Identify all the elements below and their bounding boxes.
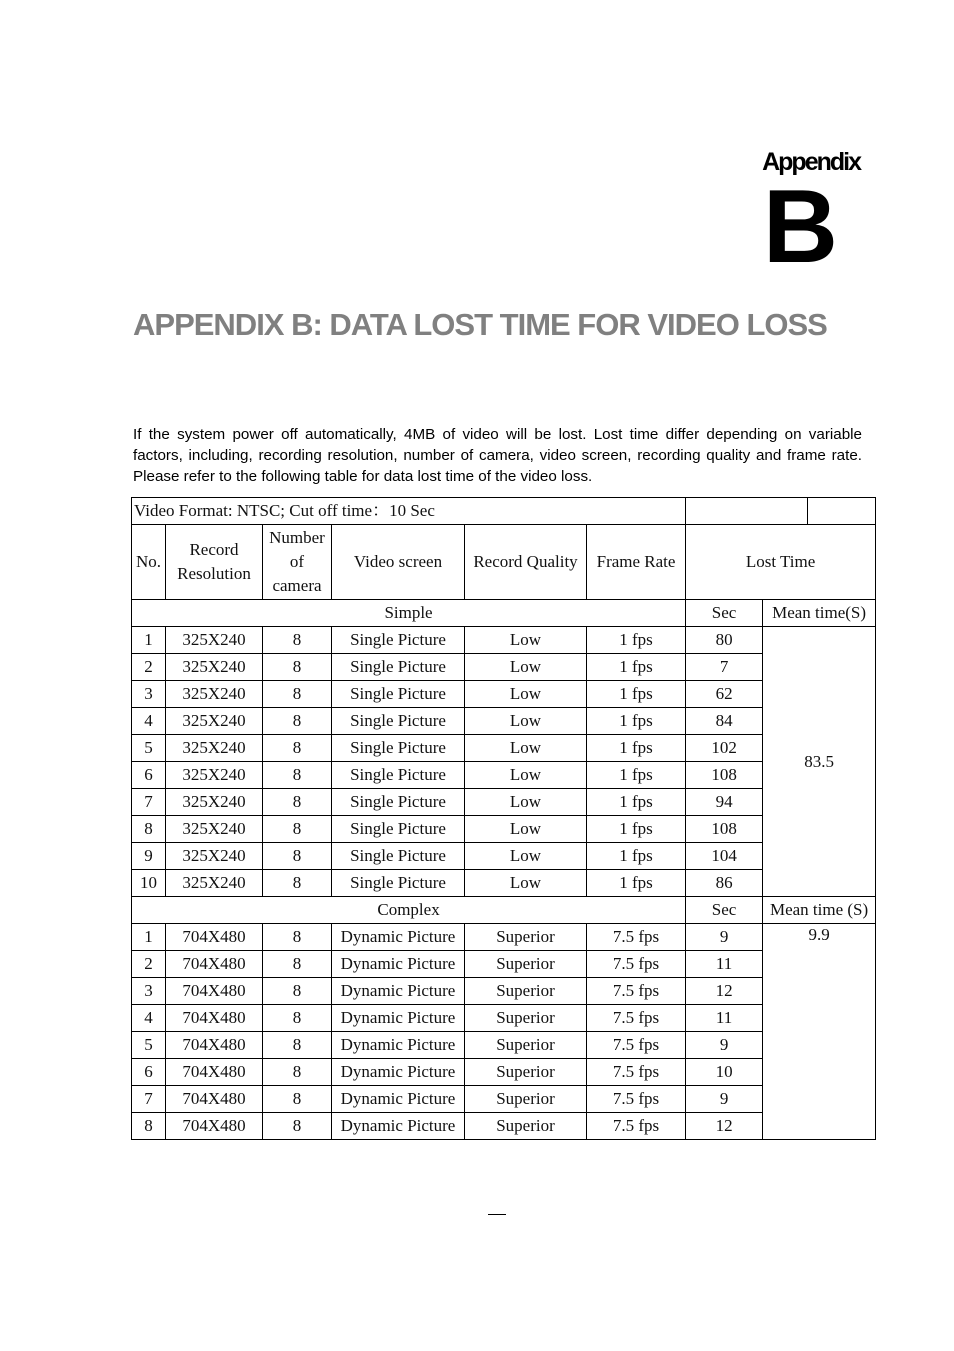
row-resolution: 325X240 — [166, 870, 263, 897]
table-row — [132, 924, 876, 951]
row-sec: 104 — [686, 843, 763, 870]
header-lost-time: Lost Time — [686, 525, 876, 600]
table-body — [132, 498, 876, 1140]
row-cameras: 8 — [263, 1005, 332, 1032]
row-resolution: 325X240 — [166, 627, 263, 654]
row-sec: 9 — [686, 1032, 763, 1059]
row-no: 7 — [132, 789, 166, 816]
header-no: No. — [132, 525, 166, 600]
row-quality: Low — [465, 816, 587, 843]
row-no: 1 — [132, 627, 166, 654]
header-resolution: Record Resolution — [166, 525, 263, 600]
row-resolution: 704X480 — [166, 1032, 263, 1059]
row-resolution: 325X240 — [166, 708, 263, 735]
row-screen: Dynamic Picture — [332, 1059, 465, 1086]
row-sec: 11 — [686, 1005, 763, 1032]
row-screen: Dynamic Picture — [332, 978, 465, 1005]
row-screen: Dynamic Picture — [332, 1113, 465, 1140]
row-resolution: 704X480 — [166, 1005, 263, 1032]
simple-mean-value: 83.5 — [763, 627, 876, 897]
header-screen: Video screen — [332, 525, 465, 600]
row-no: 4 — [132, 708, 166, 735]
row-cameras: 8 — [263, 843, 332, 870]
simple-mean-label: Mean time(S) — [763, 600, 876, 627]
row-cameras: 8 — [263, 816, 332, 843]
row-frame-rate: 7.5 fps — [587, 1086, 686, 1113]
data-lost-table — [131, 497, 876, 1140]
complex-sec-label: Sec — [686, 897, 763, 924]
row-screen: Single Picture — [332, 681, 465, 708]
row-resolution: 704X480 — [166, 1059, 263, 1086]
row-frame-rate: 7.5 fps — [587, 978, 686, 1005]
row-no: 2 — [132, 951, 166, 978]
row-sec: 84 — [686, 708, 763, 735]
row-sec: 86 — [686, 870, 763, 897]
row-sec: 7 — [686, 654, 763, 681]
row-frame-rate: 7.5 fps — [587, 1005, 686, 1032]
row-resolution: 704X480 — [166, 951, 263, 978]
row-screen: Dynamic Picture — [332, 1086, 465, 1113]
row-frame-rate: 1 fps — [587, 681, 686, 708]
row-quality: Low — [465, 843, 587, 870]
empty-cell — [686, 498, 808, 525]
row-no: 8 — [132, 1113, 166, 1140]
appendix-letter: B — [762, 169, 838, 285]
row-sec: 11 — [686, 951, 763, 978]
row-resolution: 704X480 — [166, 1086, 263, 1113]
row-sec: 62 — [686, 681, 763, 708]
complex-section-header — [132, 897, 876, 924]
row-screen: Single Picture — [332, 708, 465, 735]
row-screen: Single Picture — [332, 762, 465, 789]
table-row — [132, 627, 876, 654]
row-sec: 10 — [686, 1059, 763, 1086]
row-no: 1 — [132, 924, 166, 951]
row-quality: Superior — [465, 978, 587, 1005]
row-frame-rate: 1 fps — [587, 843, 686, 870]
row-quality: Superior — [465, 1005, 587, 1032]
row-cameras: 8 — [263, 1059, 332, 1086]
row-no: 3 — [132, 978, 166, 1005]
row-resolution: 325X240 — [166, 843, 263, 870]
row-sec: 12 — [686, 1113, 763, 1140]
row-sec: 9 — [686, 1086, 763, 1113]
row-frame-rate: 7.5 fps — [587, 1113, 686, 1140]
row-cameras: 8 — [263, 681, 332, 708]
row-frame-rate: 1 fps — [587, 735, 686, 762]
row-frame-rate: 1 fps — [587, 789, 686, 816]
row-resolution: 325X240 — [166, 654, 263, 681]
row-no: 8 — [132, 816, 166, 843]
row-no: 5 — [132, 735, 166, 762]
format-label: Video Format: NTSC; Cut off time：10 Sec — [132, 498, 686, 525]
row-resolution: 325X240 — [166, 681, 263, 708]
complex-mean-value: 9.9 — [763, 924, 876, 1140]
header-quality: Record Quality — [465, 525, 587, 600]
row-resolution: 704X480 — [166, 1113, 263, 1140]
row-cameras: 8 — [263, 1113, 332, 1140]
header-frame-rate: Frame Rate — [587, 525, 686, 600]
row-frame-rate: 7.5 fps — [587, 951, 686, 978]
intro-paragraph: If the system power off automatically, 4MB of video will be lost. Lost time differ depending on variable factors, including, recording resolution, number of camera, video screen, recording quality and frame rate. Please refer to the following table for data lost time of the video loss. — [133, 426, 862, 485]
row-resolution: 325X240 — [166, 762, 263, 789]
simple-label: Simple — [132, 600, 686, 627]
row-quality: Superior — [465, 1059, 587, 1086]
row-no: 2 — [132, 654, 166, 681]
row-no: 3 — [132, 681, 166, 708]
row-frame-rate: 7.5 fps — [587, 1059, 686, 1086]
row-frame-rate: 1 fps — [587, 654, 686, 681]
row-sec: 12 — [686, 978, 763, 1005]
row-sec: 108 — [686, 816, 763, 843]
row-resolution: 325X240 — [166, 735, 263, 762]
row-frame-rate: 1 fps — [587, 627, 686, 654]
row-quality: Superior — [465, 1086, 587, 1113]
row-resolution: 704X480 — [166, 924, 263, 951]
row-no: 10 — [132, 870, 166, 897]
row-quality: Low — [465, 708, 587, 735]
row-cameras: 8 — [263, 789, 332, 816]
row-quality: Low — [465, 735, 587, 762]
row-cameras: 8 — [263, 654, 332, 681]
complex-label: Complex — [132, 897, 686, 924]
page-title: APPENDIX B: DATA LOST TIME FOR VIDEO LOSS — [133, 307, 827, 342]
row-sec: 80 — [686, 627, 763, 654]
row-no: 6 — [132, 1059, 166, 1086]
row-resolution: 325X240 — [166, 789, 263, 816]
row-resolution: 704X480 — [166, 978, 263, 1005]
row-cameras: 8 — [263, 735, 332, 762]
row-screen: Single Picture — [332, 870, 465, 897]
row-no: 4 — [132, 1005, 166, 1032]
row-no: 7 — [132, 1086, 166, 1113]
row-sec: 94 — [686, 789, 763, 816]
row-quality: Low — [465, 762, 587, 789]
row-screen: Dynamic Picture — [332, 924, 465, 951]
header-cameras: Number of camera — [263, 525, 332, 600]
row-frame-rate: 1 fps — [587, 708, 686, 735]
row-no: 9 — [132, 843, 166, 870]
row-frame-rate: 1 fps — [587, 816, 686, 843]
row-screen: Single Picture — [332, 627, 465, 654]
row-frame-rate: 1 fps — [587, 870, 686, 897]
page-footer-mark — [488, 1214, 506, 1215]
row-sec: 9 — [686, 924, 763, 951]
empty-cell — [808, 498, 876, 525]
row-resolution: 325X240 — [166, 816, 263, 843]
format-row — [132, 498, 876, 525]
row-cameras: 8 — [263, 762, 332, 789]
row-cameras: 8 — [263, 870, 332, 897]
row-cameras: 8 — [263, 1032, 332, 1059]
row-frame-rate: 7.5 fps — [587, 1032, 686, 1059]
row-sec: 108 — [686, 762, 763, 789]
row-cameras: 8 — [263, 951, 332, 978]
row-sec: 102 — [686, 735, 763, 762]
row-no: 5 — [132, 1032, 166, 1059]
row-frame-rate: 1 fps — [587, 762, 686, 789]
row-quality: Low — [465, 870, 587, 897]
row-quality: Low — [465, 681, 587, 708]
row-cameras: 8 — [263, 708, 332, 735]
row-screen: Single Picture — [332, 843, 465, 870]
row-screen: Dynamic Picture — [332, 1032, 465, 1059]
simple-sec-label: Sec — [686, 600, 763, 627]
row-screen: Dynamic Picture — [332, 951, 465, 978]
row-cameras: 8 — [263, 1086, 332, 1113]
complex-mean-label: Mean time (S) — [763, 897, 876, 924]
simple-section-header — [132, 600, 876, 627]
row-screen: Single Picture — [332, 816, 465, 843]
row-cameras: 8 — [263, 627, 332, 654]
row-screen: Single Picture — [332, 789, 465, 816]
row-cameras: 8 — [263, 978, 332, 1005]
row-frame-rate: 7.5 fps — [587, 924, 686, 951]
appendix-label: Appendix — [762, 148, 860, 176]
row-quality: Superior — [465, 951, 587, 978]
row-quality: Low — [465, 627, 587, 654]
row-screen: Single Picture — [332, 654, 465, 681]
row-cameras: 8 — [263, 924, 332, 951]
row-screen: Single Picture — [332, 735, 465, 762]
row-quality: Superior — [465, 1113, 587, 1140]
header-row — [132, 525, 876, 600]
row-quality: Low — [465, 654, 587, 681]
row-quality: Superior — [465, 1032, 587, 1059]
row-no: 6 — [132, 762, 166, 789]
row-quality: Superior — [465, 924, 587, 951]
row-quality: Low — [465, 789, 587, 816]
row-screen: Dynamic Picture — [332, 1005, 465, 1032]
